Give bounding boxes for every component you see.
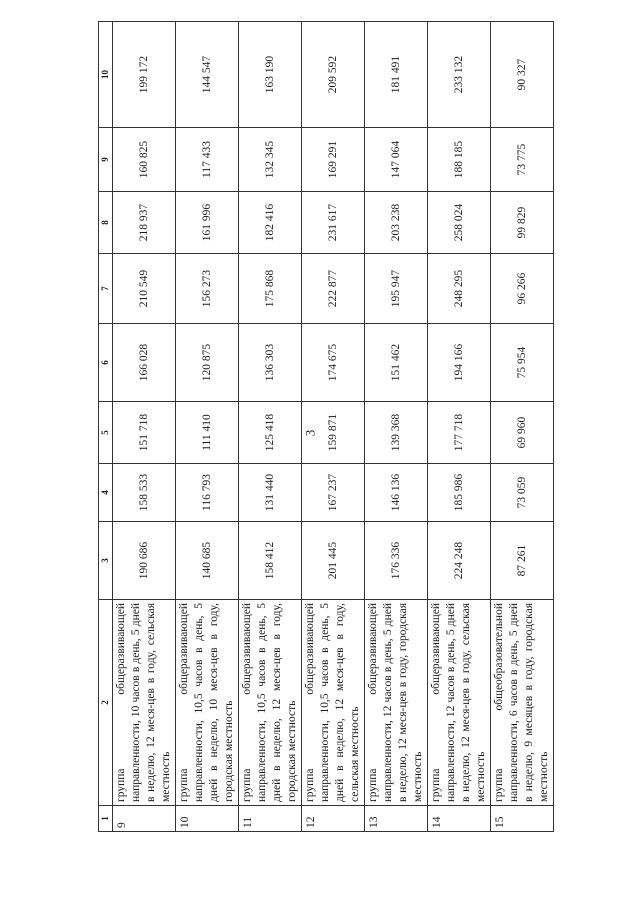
cell-value: 144 547 <box>176 22 239 128</box>
cell-value: 224 248 <box>428 522 491 600</box>
cell-value: 69 960 <box>491 402 554 464</box>
cell-value: 195 947 <box>365 254 428 324</box>
column-header: 9 <box>99 128 113 192</box>
header-row <box>99 22 113 832</box>
cell-value: 158 533 <box>113 464 176 522</box>
row-number: 11 <box>239 806 302 832</box>
cell-value: 111 410 <box>176 402 239 464</box>
cell-value: 160 825 <box>113 128 176 192</box>
cell-value: 166 028 <box>113 324 176 402</box>
cell-value: 175 868 <box>239 254 302 324</box>
rotated-table-inner <box>98 22 550 832</box>
cell-value: 188 185 <box>428 128 491 192</box>
cell-value: 151 462 <box>365 324 428 402</box>
row-description: группа общеразвивающей направленности, 12 часов в день, 5 дней в неделю, 12 меся-цев в году, городская местность <box>365 600 428 806</box>
cell-value: 117 433 <box>176 128 239 192</box>
cell-value: 185 986 <box>428 464 491 522</box>
cell-value: 87 261 <box>491 522 554 600</box>
cell-value: 209 592 <box>302 22 365 128</box>
column-header: 10 <box>99 22 113 128</box>
cell-value: 177 718 <box>428 402 491 464</box>
column-header: 2 <box>99 600 113 806</box>
cell-value: 156 273 <box>176 254 239 324</box>
cell-value: 258 024 <box>428 192 491 254</box>
cell-value: 158 412 <box>239 522 302 600</box>
table-row <box>365 22 428 832</box>
cell-value: 190 686 <box>113 522 176 600</box>
column-header: 3 <box>99 522 113 600</box>
column-header: 1 <box>99 806 113 832</box>
column-header: 6 <box>99 324 113 402</box>
cell-value: 233 132 <box>428 22 491 128</box>
cell-value: 139 368 <box>365 402 428 464</box>
cell-value: 99 829 <box>491 192 554 254</box>
cell-value: 181 491 <box>365 22 428 128</box>
cell-value: 222 877 <box>302 254 365 324</box>
rotated-table-wrapper <box>98 22 550 832</box>
cell-value: 194 166 <box>428 324 491 402</box>
cell-value: 167 237 <box>302 464 365 522</box>
cell-value: 75 954 <box>491 324 554 402</box>
cell-value: 218 937 <box>113 192 176 254</box>
cell-value: 73 059 <box>491 464 554 522</box>
cell-value: 248 295 <box>428 254 491 324</box>
row-number: 12 <box>302 806 365 832</box>
row-description: группа общеразвивающей направленности, 10 часов в день, 5 дней в неделю, 12 меся-цев в году, сельская местность <box>113 600 176 806</box>
cell-value: 210 549 <box>113 254 176 324</box>
cell-value: 174 675 <box>302 324 365 402</box>
column-header: 8 <box>99 192 113 254</box>
table-row <box>176 22 239 832</box>
row-number: 14 <box>428 806 491 832</box>
cell-value: 182 416 <box>239 192 302 254</box>
cell-value: 201 445 <box>302 522 365 600</box>
cell-value: 159 871 <box>302 402 365 464</box>
cell-value: 203 238 <box>365 192 428 254</box>
row-number: 9 <box>113 806 176 832</box>
cell-value: 231 617 <box>302 192 365 254</box>
row-description: группа общеразвивающей направленности, 10,5 часов в день, 5 дней в неделю, 12 меся-цев в году, сельская местность <box>302 600 365 806</box>
page-number: 3 <box>302 429 318 437</box>
cell-value: 131 440 <box>239 464 302 522</box>
cell-value: 125 418 <box>239 402 302 464</box>
cell-value: 169 291 <box>302 128 365 192</box>
row-number: 15 <box>491 806 554 832</box>
table-body <box>113 22 554 832</box>
cell-value: 96 266 <box>491 254 554 324</box>
row-description: группа общеобразовательной направленности, 6 часов в день, 5 дней в неделю, 9 месяцев в году, городская местность <box>491 600 554 806</box>
cell-value: 90 327 <box>491 22 554 128</box>
cell-value: 132 345 <box>239 128 302 192</box>
cell-value: 116 793 <box>176 464 239 522</box>
cell-value: 163 190 <box>239 22 302 128</box>
cell-value: 73 775 <box>491 128 554 192</box>
cell-value: 199 172 <box>113 22 176 128</box>
table-row <box>302 22 365 832</box>
table-row <box>239 22 302 832</box>
tariff-table <box>98 21 554 832</box>
column-header: 5 <box>99 402 113 464</box>
column-header: 7 <box>99 254 113 324</box>
row-number: 13 <box>365 806 428 832</box>
column-header: 4 <box>99 464 113 522</box>
table-row <box>428 22 491 832</box>
cell-value: 146 136 <box>365 464 428 522</box>
table-row <box>491 22 554 832</box>
table-row <box>113 22 176 832</box>
row-description: группа общеразвивающей направленности, 12 часов в день, 5 дней в неделю, 12 меся-цев в году, сельская местность <box>428 600 491 806</box>
cell-value: 176 336 <box>365 522 428 600</box>
cell-value: 136 303 <box>239 324 302 402</box>
cell-value: 140 685 <box>176 522 239 600</box>
row-description: группа общеразвивающей направленности, 10,5 часов в день, 5 дней в неделю, 12 меся-цев в году, городская местность <box>239 600 302 806</box>
cell-value: 147 064 <box>365 128 428 192</box>
row-number: 10 <box>176 806 239 832</box>
cell-value: 120 875 <box>176 324 239 402</box>
cell-value: 151 718 <box>113 402 176 464</box>
row-description: группа общеразвивающей направленности, 10,5 часов в день, 5 дней в неделю, 10 меся-цев в году, городская местность <box>176 600 239 806</box>
cell-value: 161 996 <box>176 192 239 254</box>
